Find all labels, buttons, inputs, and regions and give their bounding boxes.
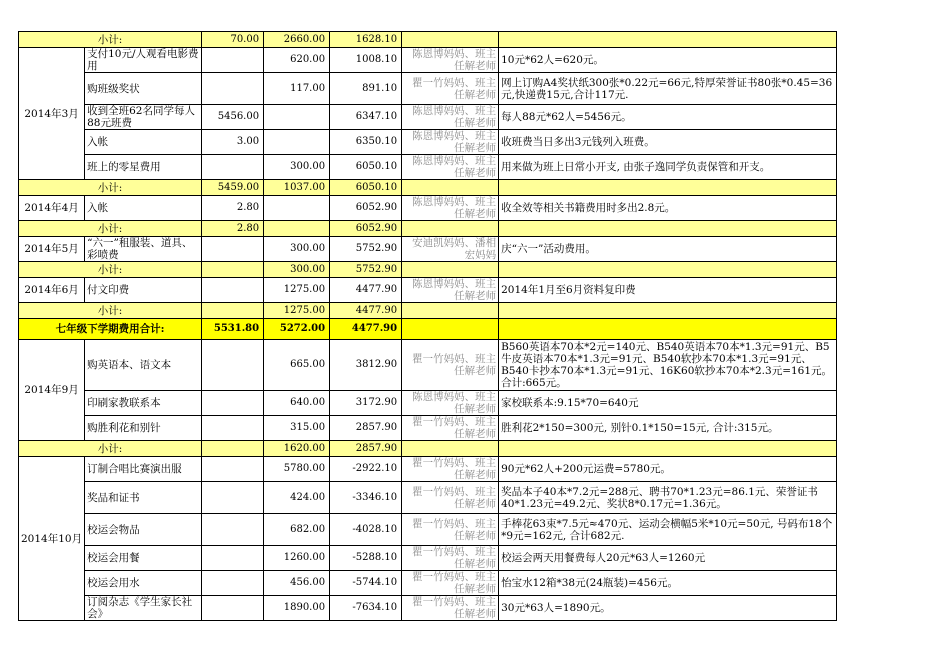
balance-cell[interactable]: 5752.90 xyxy=(330,262,402,278)
table-row xyxy=(19,596,837,621)
item-cell[interactable]: “六一”租服装、道具、彩喷费 xyxy=(85,237,202,262)
income-cell[interactable] xyxy=(202,73,264,105)
person-cell[interactable]: 陈恩博妈妈、班主任解老师 xyxy=(402,391,499,416)
person-cell[interactable]: 陈恩博妈妈、班主任解老师 xyxy=(402,48,499,73)
person-cell[interactable] xyxy=(402,303,499,319)
expense-sheet xyxy=(18,31,837,621)
expense-cell[interactable] xyxy=(264,105,330,130)
expense-cell[interactable]: 456.00 xyxy=(264,571,330,596)
person-cell[interactable]: 陈恩博妈妈、班主任解老师 xyxy=(402,105,499,130)
table-row xyxy=(19,237,837,262)
subtotal-row xyxy=(19,32,837,48)
item-cell[interactable]: 收到全班62名同学每人88元班费 xyxy=(85,105,202,130)
balance-cell[interactable]: -5288.10 xyxy=(330,546,402,571)
person-cell[interactable]: 陈恩博妈妈、班主任解老师 xyxy=(402,130,499,155)
balance-cell[interactable]: -4028.10 xyxy=(330,514,402,546)
table-row xyxy=(19,546,837,571)
item-cell[interactable]: 印刷家教联系本 xyxy=(85,391,202,416)
note-cell[interactable]: 胜利花2*150=300元, 别针0.1*150=15元, 合计:315元。 xyxy=(499,416,837,441)
balance-cell[interactable]: 1008.10 xyxy=(330,48,402,73)
person-cell[interactable]: 瞿一竹妈妈、班主任解老师 xyxy=(402,514,499,546)
balance-cell[interactable]: 2857.90 xyxy=(330,416,402,441)
table-row xyxy=(19,278,837,303)
grand-total-row xyxy=(19,319,837,340)
note-cell[interactable] xyxy=(499,262,837,278)
balance-cell[interactable]: 5752.90 xyxy=(330,237,402,262)
table-row xyxy=(19,391,837,416)
person-cell[interactable]: 陈恩博妈妈、班主任解老师 xyxy=(402,196,499,221)
subtotal-row xyxy=(19,221,837,237)
item-cell[interactable]: 校运会用水 xyxy=(85,571,202,596)
month-cell[interactable]: 2014年5月 xyxy=(19,237,85,262)
balance-cell[interactable]: 2857.90 xyxy=(330,441,402,457)
note-cell[interactable]: 收全效等相关书籍费用时多出2.8元。 xyxy=(499,196,837,221)
income-cell[interactable]: 2.80 xyxy=(202,221,264,237)
income-cell[interactable] xyxy=(202,303,264,319)
expense-cell[interactable]: 1260.00 xyxy=(264,546,330,571)
table-row xyxy=(19,416,837,441)
income-cell[interactable] xyxy=(202,441,264,457)
person-cell[interactable]: 瞿一竹妈妈、班主任解老师 xyxy=(402,571,499,596)
income-cell[interactable]: 5456.00 xyxy=(202,105,264,130)
income-cell[interactable]: 5531.80 xyxy=(202,319,264,340)
item-cell[interactable]: 班上的零星费用 xyxy=(85,155,202,180)
income-cell[interactable] xyxy=(202,155,264,180)
note-cell[interactable]: 2014年1月至6月资料复印费 xyxy=(499,278,837,303)
note-cell[interactable] xyxy=(499,221,837,237)
balance-cell[interactable]: 4477.90 xyxy=(330,319,402,340)
person-cell[interactable]: 瞿一竹妈妈、班主任解老师 xyxy=(402,546,499,571)
table-row xyxy=(19,196,837,221)
person-cell[interactable]: 瞿一竹妈妈、班主任解老师 xyxy=(402,457,499,482)
item-cell[interactable]: 校运会物品 xyxy=(85,514,202,546)
person-cell[interactable]: 陈恩博妈妈、班主任解老师 xyxy=(402,278,499,303)
income-cell[interactable] xyxy=(202,262,264,278)
balance-cell[interactable]: 6050.10 xyxy=(330,180,402,196)
expense-cell[interactable]: 682.00 xyxy=(264,514,330,546)
income-cell[interactable]: 2.80 xyxy=(202,196,264,221)
person-cell[interactable] xyxy=(402,441,499,457)
balance-cell[interactable]: 6347.10 xyxy=(330,105,402,130)
table-row xyxy=(19,482,837,514)
expense-cell[interactable]: 1890.00 xyxy=(264,596,330,621)
person-cell[interactable]: 瞿一竹妈妈、班主任解老师 xyxy=(402,340,499,391)
subtotal-row xyxy=(19,180,837,196)
income-cell[interactable] xyxy=(202,391,264,416)
grand-total-label[interactable]: 七年级下学期费用合计: xyxy=(19,319,202,340)
income-cell[interactable]: 70.00 xyxy=(202,32,264,48)
subtotal-label[interactable]: 小计: xyxy=(19,32,202,48)
person-cell[interactable]: 瞿一竹妈妈、班主任解老师 xyxy=(402,73,499,105)
note-cell[interactable]: 10元*62人=620元。 xyxy=(499,48,837,73)
subtotal-row xyxy=(19,441,837,457)
person-cell[interactable]: 陈恩博妈妈、班主任解老师 xyxy=(402,155,499,180)
person-cell[interactable] xyxy=(402,262,499,278)
note-cell[interactable]: 家校联系本:9.15*70=640元 xyxy=(499,391,837,416)
subtotal-row xyxy=(19,262,837,278)
balance-cell[interactable]: 1628.10 xyxy=(330,32,402,48)
subtotal-label[interactable]: 小计: xyxy=(19,180,202,196)
month-cell[interactable]: 2014年3月 xyxy=(19,48,85,180)
expense-cell[interactable]: 620.00 xyxy=(264,48,330,73)
subtotal-label[interactable]: 小计: xyxy=(19,303,202,319)
person-cell[interactable] xyxy=(402,180,499,196)
expense-cell[interactable]: 1037.00 xyxy=(264,180,330,196)
expense-cell[interactable]: 2660.00 xyxy=(264,32,330,48)
balance-cell[interactable]: -2922.10 xyxy=(330,457,402,482)
expense-cell[interactable]: 315.00 xyxy=(264,416,330,441)
note-cell[interactable]: 每人88元*62人=5456元。 xyxy=(499,105,837,130)
person-cell[interactable] xyxy=(402,221,499,237)
balance-cell[interactable]: 6052.90 xyxy=(330,221,402,237)
month-cell[interactable]: 2014年9月 xyxy=(19,340,85,441)
table-row xyxy=(19,130,837,155)
note-cell[interactable]: 奖品本子40本*7.2元=288元、聘书70*1.23元=86.1元、荣誉证书40*1.23元=49.2元、奖状8*0.17元=1.36元。 xyxy=(499,482,837,514)
note-cell[interactable]: 网上订购A4奖状纸300张*0.22元=66元,特厚荣誉证书80张*0.45=36元,快递费15元,合计117元. xyxy=(499,73,837,105)
balance-cell[interactable]: 6050.10 xyxy=(330,155,402,180)
expense-cell[interactable]: 300.00 xyxy=(264,237,330,262)
note-cell[interactable]: 90元*62人+200元运费=5780元。 xyxy=(499,457,837,482)
income-cell[interactable] xyxy=(202,416,264,441)
note-cell[interactable]: 庆“六一”活动费用。 xyxy=(499,237,837,262)
balance-cell[interactable]: 6052.90 xyxy=(330,196,402,221)
expense-cell[interactable]: 5780.00 xyxy=(264,457,330,482)
balance-cell[interactable]: 3172.90 xyxy=(330,391,402,416)
month-cell[interactable]: 2014年6月 xyxy=(19,278,85,303)
item-cell[interactable]: 订阅杂志《学生家长社会》 xyxy=(85,596,202,621)
note-cell[interactable]: 校运会两天用餐费每人20元*63人=1260元 xyxy=(499,546,837,571)
table-row xyxy=(19,514,837,546)
expense-cell[interactable] xyxy=(264,196,330,221)
note-cell[interactable]: 收班费当日多出3元钱列入班费。 xyxy=(499,130,837,155)
expense-cell[interactable]: 665.00 xyxy=(264,340,330,391)
expense-cell[interactable]: 300.00 xyxy=(264,262,330,278)
person-cell[interactable]: 瞿一竹妈妈、班主任解老师 xyxy=(402,596,499,621)
income-cell[interactable]: 5459.00 xyxy=(202,180,264,196)
income-cell[interactable] xyxy=(202,457,264,482)
person-cell[interactable]: 安迪凯妈妈、潘相宏妈妈 xyxy=(402,237,499,262)
note-cell[interactable] xyxy=(499,180,837,196)
subtotal-label[interactable]: 小计: xyxy=(19,441,202,457)
table-row xyxy=(19,48,837,73)
note-cell[interactable]: 30元*63人=1890元。 xyxy=(499,596,837,621)
balance-cell[interactable]: 3812.90 xyxy=(330,340,402,391)
expense-cell[interactable]: 1275.00 xyxy=(264,278,330,303)
expense-cell[interactable]: 117.00 xyxy=(264,73,330,105)
person-cell[interactable] xyxy=(402,319,499,340)
table-row xyxy=(19,105,837,130)
expense-cell[interactable]: 640.00 xyxy=(264,391,330,416)
note-cell[interactable] xyxy=(499,441,837,457)
subtotal-label[interactable]: 小计: xyxy=(19,221,202,237)
item-cell[interactable]: 支付10元/人观看电影费用 xyxy=(85,48,202,73)
balance-cell[interactable]: 891.10 xyxy=(330,73,402,105)
person-cell[interactable]: 瞿一竹妈妈、班主任解老师 xyxy=(402,416,499,441)
balance-cell[interactable]: 6350.10 xyxy=(330,130,402,155)
expense-cell[interactable]: 1275.00 xyxy=(264,303,330,319)
item-cell[interactable]: 校运会用餐 xyxy=(85,546,202,571)
table-row xyxy=(19,457,837,482)
note-cell[interactable] xyxy=(499,319,837,340)
note-cell[interactable]: B560英语本70本*2元=140元、B540英语本70本*1.3元=91元、B5牛皮英语本70本*1.3元=91元、B540软抄本70本*1.3元=91元、B540卡抄本70本*1.3元=91元、16K60软抄本70本*2.3元=161元。合计:665元。 xyxy=(499,340,837,391)
month-cell[interactable]: 2014年10月 xyxy=(19,457,85,621)
note-cell[interactable]: 用来做为班上日常小开支, 由张子逸同学负责保管和开支。 xyxy=(499,155,837,180)
item-cell[interactable]: 购胜利花和别针 xyxy=(85,416,202,441)
table-row xyxy=(19,73,837,105)
table-row xyxy=(19,155,837,180)
income-cell[interactable] xyxy=(202,278,264,303)
income-cell[interactable] xyxy=(202,571,264,596)
expense-cell[interactable]: 300.00 xyxy=(264,155,330,180)
income-cell[interactable] xyxy=(202,48,264,73)
note-cell[interactable]: 手棒花63束*7.5元≈470元、运动会横幅5米*10元=50元, 号码布18个*9元=162元, 合计682元. xyxy=(499,514,837,546)
month-cell[interactable]: 2014年4月 xyxy=(19,196,85,221)
balance-cell[interactable]: -3346.10 xyxy=(330,482,402,514)
expense-cell[interactable] xyxy=(264,221,330,237)
income-cell[interactable] xyxy=(202,482,264,514)
balance-cell[interactable]: -5744.10 xyxy=(330,571,402,596)
item-cell[interactable]: 奖品和证书 xyxy=(85,482,202,514)
income-cell[interactable]: 3.00 xyxy=(202,130,264,155)
item-cell[interactable]: 购英语本、语文本 xyxy=(85,340,202,391)
expense-cell[interactable] xyxy=(264,130,330,155)
item-cell[interactable]: 订制合唱比赛演出服 xyxy=(85,457,202,482)
item-cell[interactable]: 入帐 xyxy=(85,196,202,221)
person-cell[interactable]: 瞿一竹妈妈、班主任解老师 xyxy=(402,482,499,514)
item-cell[interactable]: 入帐 xyxy=(85,130,202,155)
income-cell[interactable] xyxy=(202,237,264,262)
income-cell[interactable] xyxy=(202,340,264,391)
note-cell[interactable] xyxy=(499,32,837,48)
item-cell[interactable]: 付文印费 xyxy=(85,278,202,303)
income-cell[interactable] xyxy=(202,546,264,571)
balance-cell[interactable]: -7634.10 xyxy=(330,596,402,621)
balance-cell[interactable]: 4477.90 xyxy=(330,278,402,303)
income-cell[interactable] xyxy=(202,596,264,621)
note-cell[interactable] xyxy=(499,303,837,319)
table-row xyxy=(19,340,837,391)
balance-cell[interactable]: 4477.90 xyxy=(330,303,402,319)
subtotal-row xyxy=(19,303,837,319)
expense-cell[interactable]: 424.00 xyxy=(264,482,330,514)
person-cell[interactable] xyxy=(402,32,499,48)
note-cell[interactable]: 怡宝水12箱*38元(24瓶装)=456元。 xyxy=(499,571,837,596)
income-cell[interactable] xyxy=(202,514,264,546)
expense-cell[interactable]: 1620.00 xyxy=(264,441,330,457)
subtotal-label[interactable]: 小计: xyxy=(19,262,202,278)
expense-cell[interactable]: 5272.00 xyxy=(264,319,330,340)
item-cell[interactable]: 购班级奖状 xyxy=(85,73,202,105)
table-row xyxy=(19,571,837,596)
